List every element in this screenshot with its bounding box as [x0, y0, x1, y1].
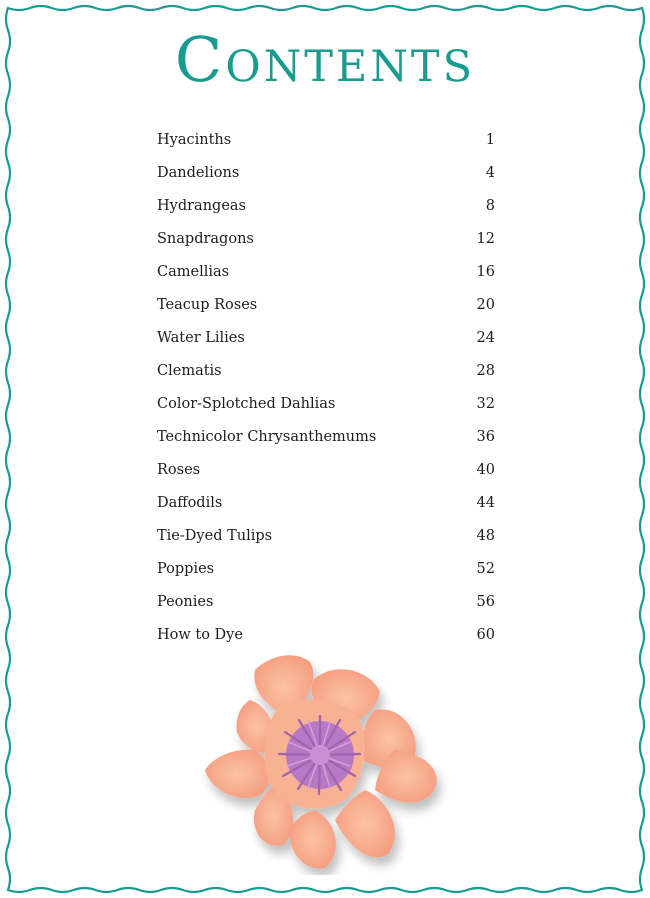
toc-entry[interactable] — [157, 590, 495, 623]
toc-entry-title: Technicolor Chrysanthemums — [157, 429, 377, 445]
toc-entry-title: Color-Splotched Dahlias — [157, 396, 336, 412]
toc-entry-page: 4 — [485, 165, 495, 181]
toc-entry[interactable] — [157, 326, 495, 359]
toc-entry-title: Water Lilies — [157, 330, 245, 346]
toc-entry-title: Dandelions — [157, 165, 240, 181]
petal — [290, 810, 336, 868]
table-of-contents — [157, 128, 495, 656]
toc-entry-page: 8 — [485, 198, 495, 214]
toc-entry-page: 28 — [476, 363, 495, 379]
toc-entry[interactable] — [157, 392, 495, 425]
toc-entry-page: 52 — [476, 561, 495, 577]
toc-entry-title: Hydrangeas — [157, 198, 246, 214]
toc-entry-page: 56 — [476, 594, 495, 610]
toc-entry[interactable] — [157, 227, 495, 260]
toc-entry[interactable] — [157, 128, 495, 161]
toc-entry-title: Clematis — [157, 363, 222, 379]
page-title: Contents — [174, 23, 476, 96]
toc-entry[interactable] — [157, 293, 495, 326]
toc-entry-page: 12 — [476, 231, 495, 247]
toc-entry-page: 60 — [476, 627, 495, 643]
toc-entry[interactable] — [157, 425, 495, 458]
paper-flower-icon — [195, 650, 455, 875]
toc-entry-page: 1 — [485, 132, 495, 148]
toc-entry-title: Daffodils — [157, 495, 223, 511]
toc-entry-page: 24 — [476, 330, 495, 346]
toc-entry-title: Hyacinths — [157, 132, 232, 148]
toc-entry-title: Snapdragons — [157, 231, 254, 247]
toc-entry-page: 20 — [476, 297, 495, 313]
toc-entry[interactable] — [157, 458, 495, 491]
toc-entry-page: 16 — [476, 264, 495, 280]
toc-entry-title: Camellias — [157, 264, 230, 280]
toc-entry[interactable] — [157, 161, 495, 194]
toc-entry-title: Poppies — [157, 561, 215, 577]
toc-entry-page: 40 — [476, 462, 495, 478]
toc-entry-title: Tie-Dyed Tulips — [157, 528, 273, 544]
toc-entry-title: How to Dye — [157, 627, 243, 643]
toc-entry-title: Teacup Roses — [157, 297, 258, 313]
toc-entry[interactable] — [157, 524, 495, 557]
toc-entry-page: 36 — [476, 429, 495, 445]
toc-entry-title: Peonies — [157, 594, 214, 610]
petal — [205, 750, 269, 799]
toc-entry[interactable] — [157, 359, 495, 392]
toc-entry-page: 32 — [476, 396, 495, 412]
toc-entry[interactable] — [157, 260, 495, 293]
toc-entry-page: 44 — [476, 495, 495, 511]
toc-entry[interactable] — [157, 194, 495, 227]
toc-entry-page: 48 — [476, 528, 495, 544]
toc-entry[interactable] — [157, 557, 495, 590]
toc-entry[interactable] — [157, 491, 495, 524]
toc-entry-title: Roses — [157, 462, 201, 478]
